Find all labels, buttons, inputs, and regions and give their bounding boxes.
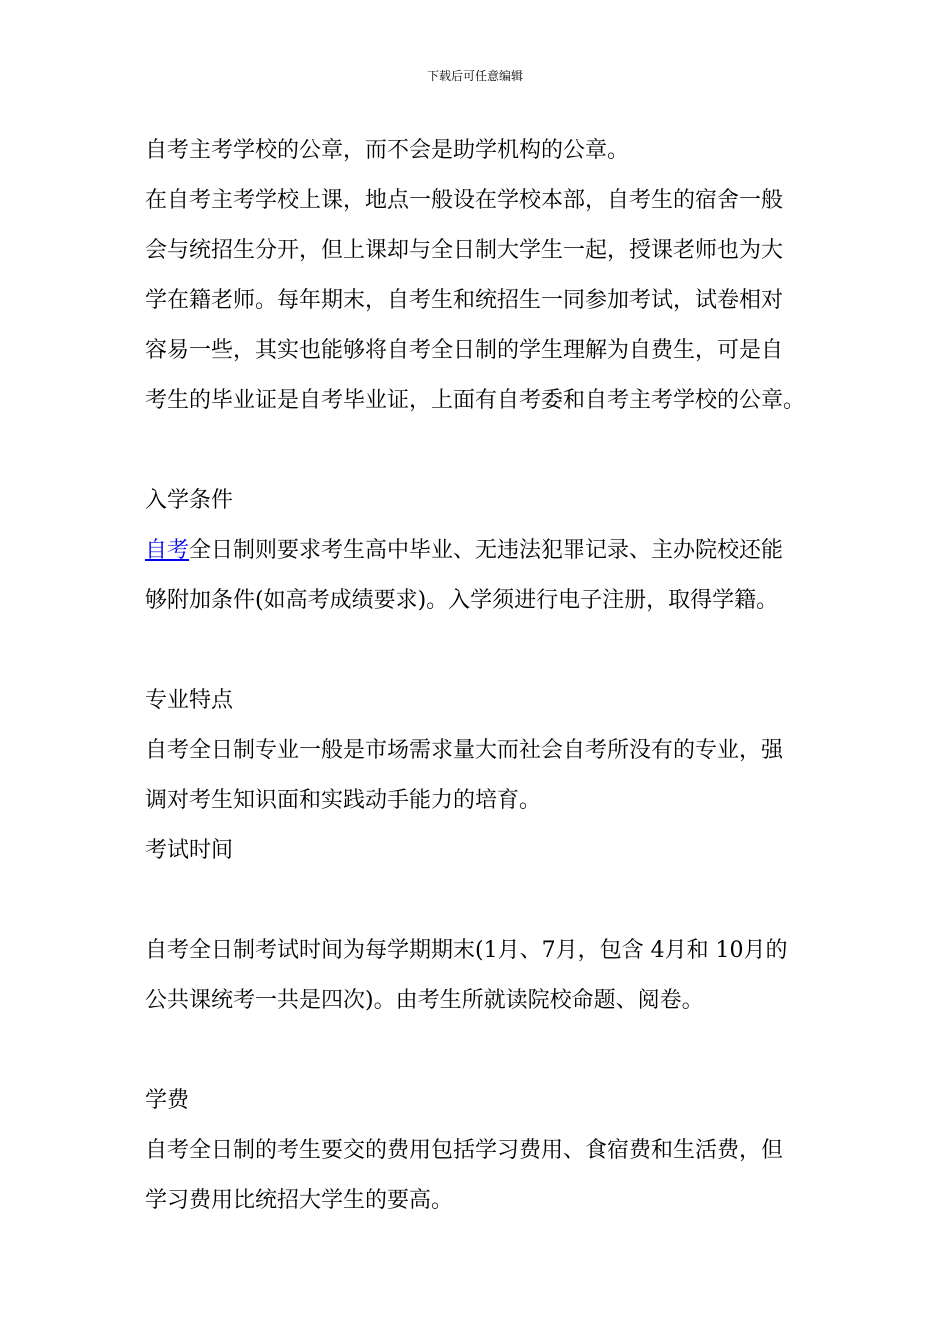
paragraph-line: 自考全日制考试时间为每学期期末(1月、7月，包含 4月和 10月的: [145, 938, 788, 963]
zikao-link[interactable]: 自考: [145, 538, 190, 563]
blank-line: [145, 426, 807, 476]
paragraph-line: 考生的毕业证是自考毕业证，上面有自考委和自考主考学校的公章。: [145, 388, 806, 413]
paragraph-line: 会与统招生分开，但上课却与全日制大学生一起，授课老师也为大: [145, 238, 784, 263]
paragraph-line: 在自考主考学校上课，地点一般设在学校本部，自考生的宿舍一般: [145, 188, 784, 213]
paragraph-line: 学在籍老师。每年期末，自考生和统招生一同参加考试，试卷相对: [145, 288, 784, 313]
paragraph-line: 学习费用比统招大学生的要高。: [145, 1188, 454, 1213]
paragraph-line: 自考全日制的考生要交的费用包括学习费用、食宿费和生活费，但: [145, 1138, 784, 1163]
paragraph-line: 自考全日制专业一般是市场需求量大而社会自考所没有的专业，强: [145, 738, 784, 763]
section-heading-admission: 入学条件: [145, 488, 234, 513]
paragraph-line: 够附加条件(如高考成绩要求)。入学须进行电子注册，取得学籍。: [145, 588, 779, 613]
section-heading-major: 专业特点: [145, 688, 234, 713]
blank-line: [145, 1026, 807, 1076]
paragraph-line: 调对考生知识面和实践动手能力的培育。: [145, 788, 542, 813]
page-header: 下载后可任意编辑: [426, 69, 523, 83]
section-heading-exam: 考试时间: [145, 838, 234, 863]
paragraph-line: 自考主考学校的公章，而不会是助学机构的公章。: [145, 138, 630, 163]
paragraph-line-text: 全日制则要求考生高中毕业、无违法犯罪记录、主办院校还能: [189, 538, 784, 563]
section-heading-tuition: 学费: [145, 1088, 190, 1113]
document-body: [145, 126, 807, 1226]
paragraph-line: 容易一些，其实也能够将自考全日制的学生理解为自费生，可是自: [145, 338, 784, 363]
paragraph-line: [145, 526, 807, 576]
paragraph-line: 公共课统考一共是四次)。由考生所就读院校命题、阅卷。: [145, 988, 704, 1013]
blank-line: [145, 876, 807, 926]
blank-line: [145, 626, 807, 676]
